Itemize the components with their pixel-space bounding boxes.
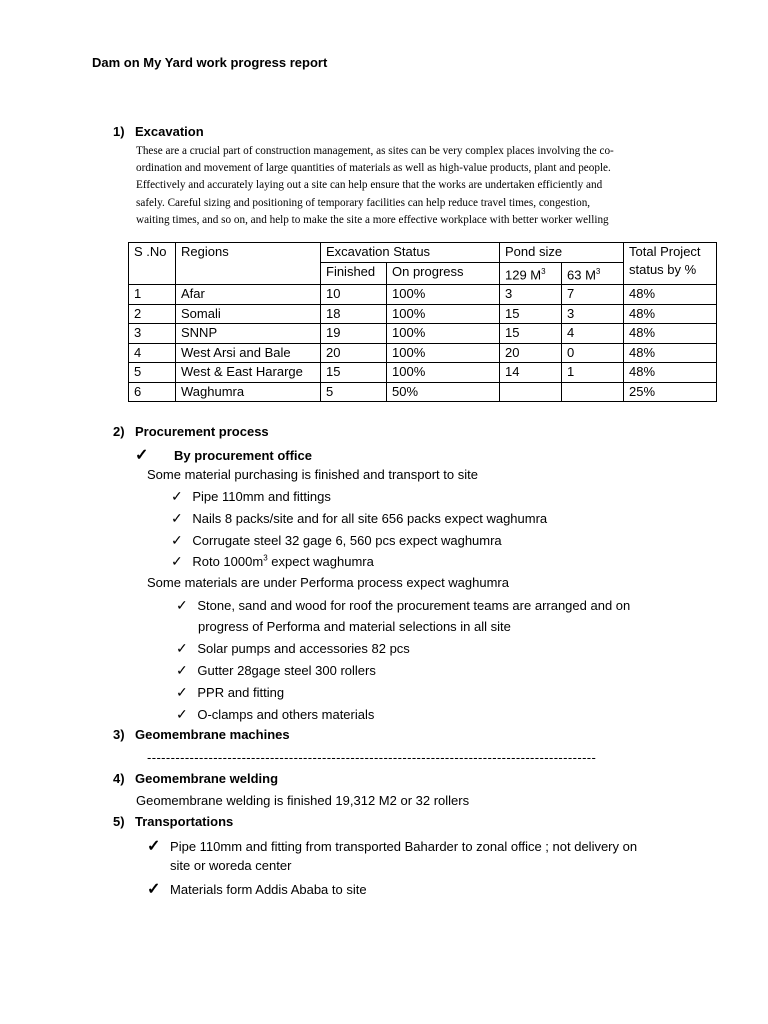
section-title: Geomembrane machines (135, 727, 290, 742)
cell-sno: 4 (129, 343, 176, 363)
cell-pond-129: 15 (500, 324, 562, 344)
cell-pond-63: 0 (562, 343, 624, 363)
list-item-text: Corrugate steel 32 gage 6, 560 pcs expect waghumra (192, 533, 502, 548)
section-geomembrane-welding-heading (113, 771, 278, 786)
cell-total: 48% (624, 363, 717, 383)
header-excavation-status: Excavation Status (321, 243, 500, 263)
header-pond-129 (500, 262, 562, 284)
check-icon: ✓ (176, 706, 188, 722)
cell-finished: 15 (321, 363, 387, 383)
section-number: 2) (113, 424, 125, 439)
cell-sno: 1 (129, 284, 176, 304)
list-item-text: O-clamps and others materials (197, 707, 375, 722)
list-item-text: PPR and fitting (197, 685, 285, 700)
pond-63-label: 63 M (567, 266, 596, 282)
table-row (129, 324, 717, 344)
table-row (129, 284, 717, 304)
paragraph-line: safely. Careful sizing and positioning of temporary facilities can help reduce travel times, congestion, (136, 196, 591, 209)
cell-pond-129: 20 (500, 343, 562, 363)
cell-total: 25% (624, 382, 717, 402)
procurement-intro-2: Some materials are under Performa process expect waghumra (147, 575, 509, 590)
header-total-line2: status by % (629, 262, 697, 277)
cell-on-progress: 50% (387, 382, 500, 402)
cell-region: Somali (176, 304, 321, 324)
cell-total: 48% (624, 284, 717, 304)
roto-suffix: expect waghumra (267, 554, 374, 569)
list-item (176, 684, 284, 701)
cell-on-progress: 100% (387, 343, 500, 363)
cell-region: Afar (176, 284, 321, 304)
cell-sno: 2 (129, 304, 176, 324)
cell-pond-129 (500, 382, 562, 402)
list-item-text: Stone, sand and wood for roof the procurement teams are arranged and on (197, 598, 631, 613)
cell-finished: 19 (321, 324, 387, 344)
paragraph-line: ordination and movement of large quantities of materials as well as high-value products, plant and people. (136, 162, 611, 175)
table-row (129, 304, 717, 324)
cell-pond-129: 3 (500, 284, 562, 304)
section-number: 3) (113, 727, 125, 742)
list-item-continuation: site or woreda center (170, 858, 292, 873)
header-total-line1: Total Project (629, 244, 701, 259)
cell-pond-129: 14 (500, 363, 562, 383)
superscript: 3 (263, 553, 268, 563)
check-icon: ✓ (176, 684, 188, 700)
list-item-text: Materials form Addis Ababa to site (170, 882, 367, 897)
table-row (129, 382, 717, 402)
paragraph-line: waiting times, and so on, and help to make the site a more effective workplace with better worker welling (136, 213, 609, 226)
cell-on-progress: 100% (387, 324, 500, 344)
list-item-continuation: progress of Performa and material selections in all site (198, 619, 511, 634)
header-regions: Regions (176, 243, 321, 285)
check-icon: ✓ (171, 510, 183, 526)
report-title: Dam on My Yard work progress report (92, 55, 328, 70)
header-pond-63 (562, 262, 624, 284)
paragraph-line: Effectively and accurately laying out a site can help ensure that the works are undertaken efficiently and (136, 179, 603, 192)
header-finished: Finished (321, 262, 387, 284)
list-item (171, 532, 502, 549)
section-title: Geomembrane welding (135, 771, 279, 786)
cell-sno: 6 (129, 382, 176, 402)
list-item-text: Gutter 28gage steel 300 rollers (197, 663, 376, 678)
cell-finished: 18 (321, 304, 387, 324)
pond-129-label: 129 M (505, 266, 542, 282)
paragraph-line: These are a crucial part of construction management, as sites can be very complex places involving the co- (136, 145, 614, 157)
check-icon: ✓ (176, 662, 188, 678)
section-procurement-heading (113, 424, 269, 439)
cell-total: 48% (624, 304, 717, 324)
cell-on-progress: 100% (387, 304, 500, 324)
check-icon: ✓ (171, 488, 183, 504)
table-row (129, 363, 717, 383)
cell-on-progress: 100% (387, 363, 500, 383)
header-total-status (624, 243, 717, 285)
check-icon: ✓ (171, 553, 183, 569)
list-item (176, 597, 630, 614)
list-item-text: Pipe 110mm and fitting from transported Baharder to zonal office ; not delivery on (170, 839, 638, 854)
header-sno: S .No (129, 243, 176, 285)
cell-pond-63: 4 (562, 324, 624, 344)
table-header-row (129, 243, 717, 263)
section-number: 1) (113, 124, 125, 139)
table-row (129, 343, 717, 363)
check-icon: ✓ (176, 597, 188, 613)
subheading-text: By procurement office (174, 448, 313, 463)
superscript: 3 (541, 266, 546, 276)
cell-finished: 5 (321, 382, 387, 402)
cell-total: 48% (624, 343, 717, 363)
list-item (176, 640, 410, 657)
check-icon: ✓ (147, 881, 161, 898)
cell-pond-63 (562, 382, 624, 402)
header-on-progress: On progress (387, 262, 500, 284)
header-pond-size: Pond size (500, 243, 624, 263)
list-item (171, 488, 331, 505)
section-number: 5) (113, 814, 125, 829)
section-number: 4) (113, 771, 125, 786)
section-excavation-heading (113, 124, 204, 139)
cell-finished: 10 (321, 284, 387, 304)
section-title: Excavation (135, 124, 204, 139)
check-icon: ✓ (147, 838, 161, 855)
cell-pond-63: 1 (562, 363, 624, 383)
check-icon: ✓ (171, 532, 183, 548)
section-title: Procurement process (135, 424, 269, 439)
welding-text: Geomembrane welding is finished 19,312 M2 or 32 rollers (136, 793, 470, 808)
list-item (147, 879, 367, 899)
procurement-intro-1: Some material purchasing is finished and transport to site (147, 467, 478, 482)
superscript: 3 (595, 266, 601, 276)
cell-sno: 3 (129, 324, 176, 344)
cell-region: West & East Hararge (176, 363, 321, 383)
list-item-text: Solar pumps and accessories 82 pcs (197, 641, 410, 656)
roto-prefix: Roto 1000m (192, 554, 264, 569)
cell-on-progress: 100% (387, 284, 500, 304)
list-item (147, 836, 637, 856)
cell-sno: 5 (129, 363, 176, 383)
list-item (171, 553, 374, 570)
section-geomembrane-machines-heading (113, 727, 290, 742)
cell-region: SNNP (176, 324, 321, 344)
procurement-subheading (135, 445, 312, 465)
list-item-text (192, 554, 374, 569)
list-item (176, 662, 376, 679)
cell-region: West Arsi and Bale (176, 343, 321, 363)
check-icon: ✓ (135, 447, 149, 464)
list-item-text: Pipe 110mm and fittings (192, 489, 331, 504)
cell-pond-63: 7 (562, 284, 624, 304)
cell-pond-129: 15 (500, 304, 562, 324)
check-icon: ✓ (176, 640, 188, 656)
excavation-paragraph (136, 143, 676, 229)
dashed-line: ----------------------------------------------------------------------------------------------- (147, 750, 597, 765)
section-transportations-heading (113, 814, 233, 829)
list-item (171, 510, 547, 527)
cell-region: Waghumra (176, 382, 321, 402)
list-item-text: Nails 8 packs/site and for all site 656 packs expect waghumra (192, 511, 548, 526)
cell-pond-63: 3 (562, 304, 624, 324)
list-item (176, 706, 374, 723)
section-title: Transportations (135, 814, 234, 829)
cell-total: 48% (624, 324, 717, 344)
cell-finished: 20 (321, 343, 387, 363)
excavation-table (128, 242, 717, 402)
